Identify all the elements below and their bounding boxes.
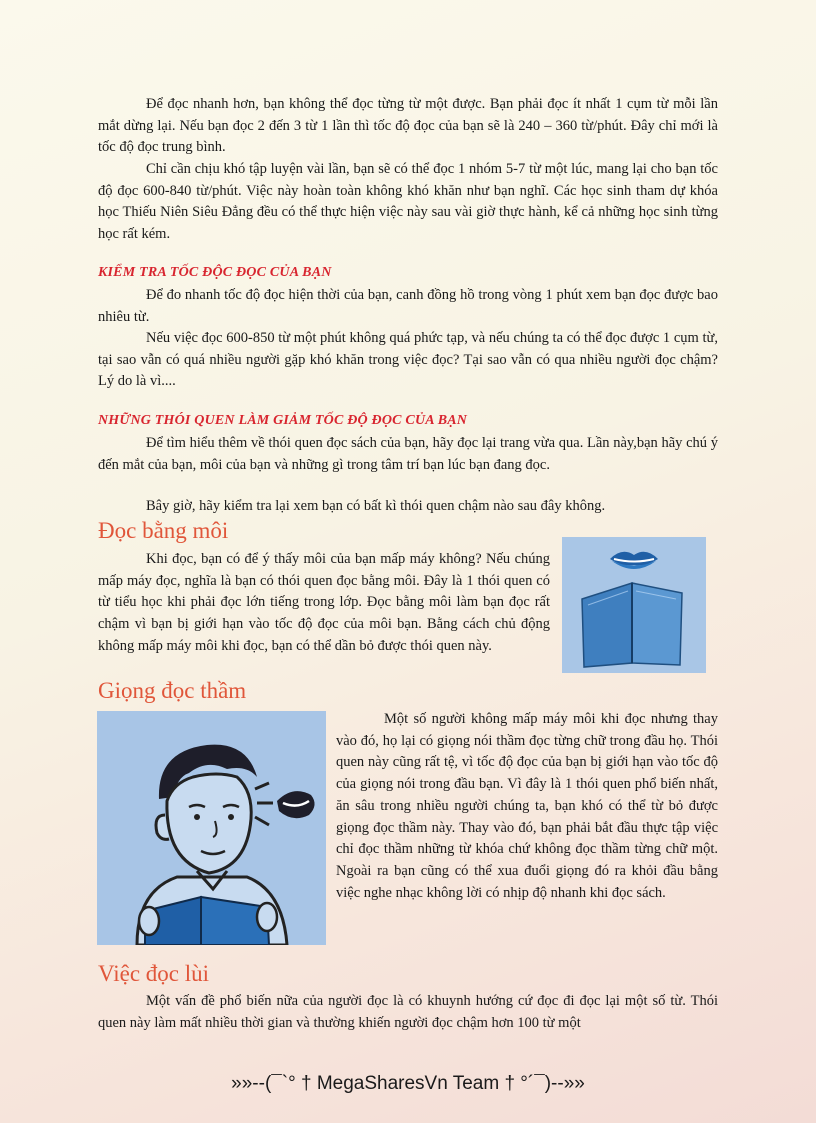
check-paragraph-1: Để đo nhanh tốc độ đọc hiện thời của bạn, canh đồng hồ trong vòng 1 phút xem bạn đọc được bao nhiêu từ. <box>98 287 718 325</box>
voice-paragraph: Một số người không mấp máy môi khi đọc nhưng thay vào đó, họ lại có giọng nói thầm đọc từng chữ trong đầu họ. Thói quen này cũng rất tệ, vì tốc độ đọc của bạn bị giới hạn vào tốc độ của giọng nói trong đầu bạn. Vì đây là 1 thói quen phổ biến nhất, ăn sâu trong nhiều người chúng ta, bạn khó có thể từ bỏ được giọng đọc thầm này. Thay vào đó, bạn phải bắt đầu thực tập việc chỉ đọc thầm những từ khóa chứ không đọc thầm từng chữ một. Ngoài ra bạn cũng có thể xua đuổi giọng đó ra khỏi đầu bằng việc nghe nhạc không lời có nhịp độ nhanh khi đọc sách. <box>336 711 718 901</box>
regression-paragraph: Một vấn đề phổ biến nữa của người đọc là có khuynh hướng cứ đọc đi đọc lại một số từ. Thói quen này làm mất nhiều thời gian và thường khiến người đọc chậm hơn 100 từ một <box>98 993 718 1031</box>
section-heading-lip-reading: Đọc bằng môi <box>98 518 229 543</box>
check-paragraph-2: Nếu việc đọc 600-850 từ một phút không quá phức tạp, và nếu chúng ta có thể đọc được 1 cụm từ, tại sao vẫn có quá nhiều người gặp khó khăn trong việc đọc? Tại sao vẫn có qua nhiều người đọc chậm? Lý do là vì.... <box>98 330 718 390</box>
intro-paragraph-2: Chỉ cần chịu khó tập luyện vài lần, bạn sẽ có thể đọc 1 nhóm 5-7 từ một lúc, mang lại cho bạn tốc độ đọc 600-840 từ/phút. Việc này hoàn toàn không khó khăn như bạn nghĩ. Các học sinh tham dự khóa học Thiếu Niên Siêu Đẳng đều có thể thực hiện việc này sau vài giờ thực hành, kể cả những học sinh từng học rất kém. <box>98 161 718 243</box>
footer-signature: »»--(¯`° † MegaSharesVn Team † °´¯)--»» <box>231 1073 585 1094</box>
boy-reading-icon <box>97 711 326 945</box>
section-heading-regression: Việc đọc lùi <box>98 961 210 986</box>
intro-paragraph-1: Để đọc nhanh hơn, bạn không thể đọc từng từ một được. Bạn phải đọc ít nhất 1 cụm từ mỗi lần mắt dừng lại. Nếu bạn đọc 2 đến 3 từ 1 lần thì tốc độ đọc của bạn sẽ là 240 – 360 từ/phút. Đây chỉ mới là tốc độ đọc trung bình. <box>98 96 718 156</box>
habits-paragraph-1: Để tìm hiểu thêm về thói quen đọc sách của bạn, hãy đọc lại trang vừa qua. Lần này,bạn hãy chú ý đến mắt của bạn, môi của bạn và những gì trong tâm trí bạn lúc bạn đang đọc. <box>98 435 718 473</box>
habits-paragraph-2: Bây giờ, hãy kiểm tra lại xem bạn có bất kì thói quen chậm nào sau đây không. <box>146 498 606 514</box>
section-heading-slow-habits: NHỮNG THÓI QUEN LÀM GIẢM TỐC ĐỘ ĐỌC CỦA BẠN <box>98 413 468 428</box>
lips-book-icon <box>562 537 706 673</box>
lips-book-illustration <box>562 537 706 673</box>
section-heading-check-speed: KIỂM TRA TỐC ĐỘC ĐỌC CỦA BẠN <box>98 265 332 280</box>
section-heading-inner-voice: Giọng đọc thầm <box>98 678 247 703</box>
lips-paragraph: Khi đọc, bạn có để ý thấy môi của bạn mấp máy không? Nếu chúng mấp máy đọc, nghĩa là bạn có thói quen đọc bằng môi. Đây là 1 thói quen có từ tiểu học khi phải đọc lớn tiếng trong lớp. Đọc bằng môi làm bạn đọc rất chậm vì bạn bị giới hạn vào tốc độ đọc của môi bạn. Bằng cách chủ động không mấp máy môi khi đọc, bạn có thể dần bỏ được thói quen này. <box>98 551 550 654</box>
boy-reading-illustration <box>97 711 326 945</box>
